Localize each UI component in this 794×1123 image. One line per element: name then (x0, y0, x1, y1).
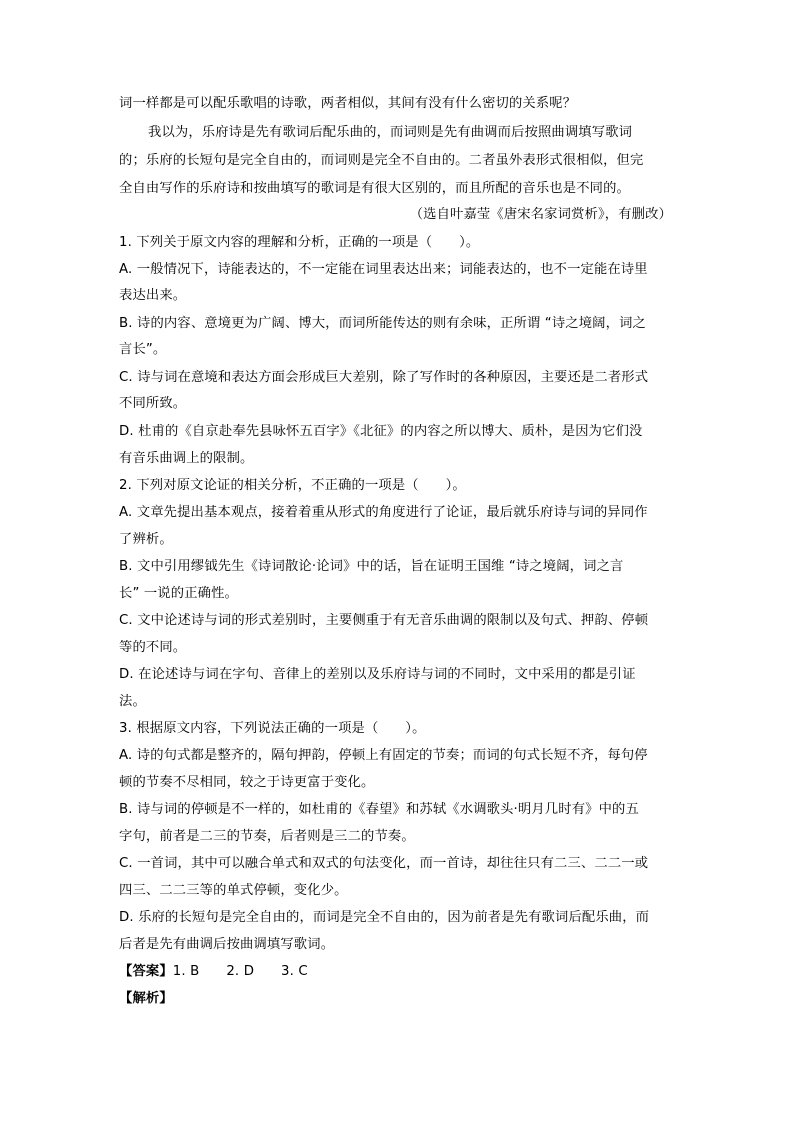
answer-items: 1. B 2. D 3. C (172, 964, 308, 979)
option-c-line1: C. 一首词，其中可以融合单式和双式的句法变化，而一首诗，却往往只有二三、二二一或 (119, 856, 649, 871)
option-d-line2: 有音乐曲调上的限制。 (119, 451, 254, 466)
option-c-line1: C. 诗与词在意境和表达方面会形成巨大差别，除了写作时的各种原因，主要还是二者形式 (119, 370, 649, 385)
option-a-line2: 了辨析。 (119, 532, 173, 547)
analysis-label: 【解析】 (119, 991, 173, 1006)
option-c-line1: C. 文中论述诗与词的形式差别时，主要侧重于有无音乐曲调的限制以及句式、押韵、停顿 (119, 613, 649, 628)
passage-line: 我以为，乐府诗是先有歌词后配乐曲的，而词则是先有曲调而后按照曲调填写歌词 (148, 125, 633, 140)
option-d-line1: D. 杜甫的《自京赴奉先县咏怀五百字》《北征》的内容之所以博大、质朴，是因为它们没 (119, 424, 643, 439)
question-stem: 3. 根据原文内容，下列说法正确的一项是（ ）。 (119, 721, 426, 736)
option-c-line2: 四三、二二三等的单式停顿，变化少。 (119, 883, 348, 898)
option-c-line2: 不同所致。 (119, 396, 187, 411)
passage-line: 的；乐府的长短句是完全自由的，而词则是完全不自由的。二者虽外表形式很相似，但完 (119, 153, 644, 168)
option-b-line2: 言长”。 (119, 342, 167, 357)
option-c-line2: 等的不同。 (119, 640, 187, 655)
option-b-line2: 字句，前者是二三的节奏，后者则是三二的节奏。 (119, 829, 415, 844)
option-b-line1: B. 诗的内容、意境更为广阔、博大，而词所能传达的则有余味，正所谓 “诗之境阔，词之 (119, 316, 646, 331)
question-stem: 1. 下列关于原文内容的理解和分析，正确的一项是（ ）。 (119, 235, 480, 250)
option-d-line1: D. 在论述诗与词在字句、音律上的差别以及乐府诗与词的不同时，文中采用的都是引证 (119, 667, 636, 682)
option-b-line1: B. 诗与词的停顿是不一样的，如杜甫的《春望》和苏轼《水调歌头·明月几时有》中的五 (119, 802, 639, 817)
option-a-line2: 表达出来。 (119, 288, 187, 303)
option-d-line2: 法。 (119, 694, 146, 709)
question-stem: 2. 下列对原文论证的相关分析，不正确的一项是（ ）。 (119, 478, 466, 493)
option-a-line1: A. 一般情况下，诗能表达的，不一定能在词里表达出来；词能表达的，也不一定能在诗里 (119, 262, 648, 277)
option-a-line2: 顿的节奏不尽相同，较之于诗更富于变化。 (119, 775, 375, 790)
passage-source: （选自叶嘉莹《唐宋名家词赏析》，有删改） (409, 207, 672, 222)
answer-line (119, 964, 679, 980)
passage-line: 词一样都是可以配乐歌唱的诗歌，两者相似，其间有没有什么密切的关系呢？ (119, 96, 577, 111)
answer-label: 【答案】 (119, 964, 173, 979)
option-a-line1: A. 文章先提出基本观点，接着着重从形式的角度进行了论证，最后就乐府诗与词的异同作 (119, 505, 648, 520)
option-b-line1: B. 文中引用缪钺先生《诗词散论·论词》中的话，旨在证明王国维 “诗之境阔，词之言 (119, 559, 624, 574)
passage-line: 全自由写作的乐府诗和按曲填写的歌词是有很大区别的，而且所配的音乐也是不同的。 (119, 181, 630, 196)
option-a-line1: A. 诗的句式都是整齐的，隔句押韵，停顿上有固定的节奏；而词的句式长短不齐，每句停 (119, 748, 648, 763)
option-b-line2: 长” 一说的正确性。 (119, 586, 238, 601)
option-d-line1: D. 乐府的长短句是完全自由的，而词是完全不自由的，因为前者是先有歌词后配乐曲，而 (119, 910, 650, 925)
option-d-line2: 后者是先有曲调后按曲调填写歌词。 (119, 937, 335, 952)
